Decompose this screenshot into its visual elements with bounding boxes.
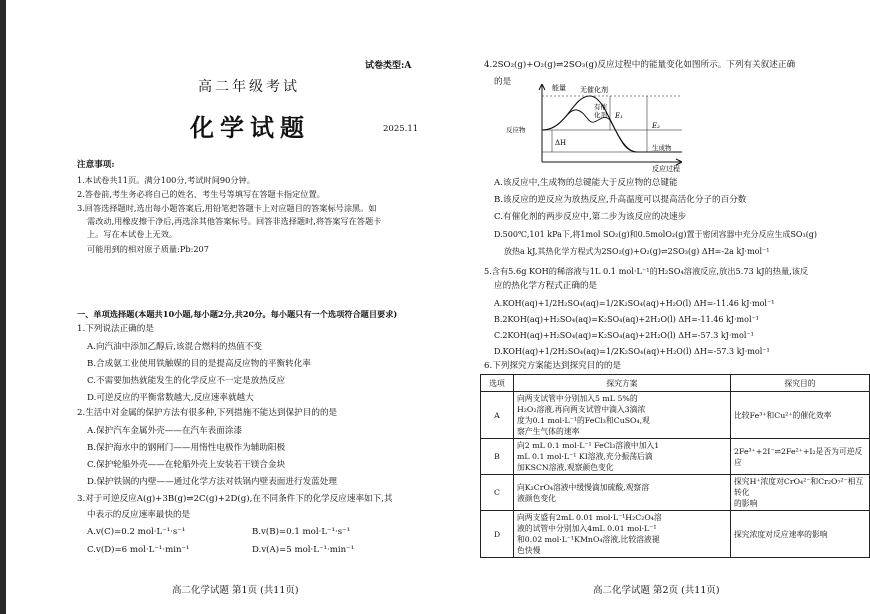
option: A.该反应中,生成物的总键能大于反应物的总键能: [494, 178, 678, 188]
notice-line: 上。写在本试卷上无效。: [87, 229, 178, 239]
label-catalyst: 有催: [594, 103, 607, 111]
option: D.保护铁锅的内壁——通过化学方法对铁锅内壁表面进行发蓝处理: [87, 477, 337, 487]
notice-line: 2.答卷前,考生务必将自己的姓名、考生号等填写在答题卡指定位置。: [77, 189, 325, 199]
row-goal: [731, 475, 870, 511]
option: B.该反应的逆反应为放热反应,升高温度可以提高活化分子的百分数: [494, 195, 747, 205]
plan-line: 度为0.1 mol·L⁻¹的FeCl₃和CuSO₄,观: [517, 416, 650, 425]
subject-title: 化学试题: [190, 113, 310, 142]
notice-line: 可能用到的相对原子质量:Pb:207: [87, 244, 209, 254]
table-row: [481, 392, 870, 439]
question-stem-cont: 中表示的反应速率最快的是: [87, 510, 191, 520]
question-stem: 4.2SO₂(g)+O₂(g)⇌2SO₃(g)反应过程中的能量变化如图所示。下列有关叙述正确: [484, 60, 796, 70]
row-option: A: [481, 392, 514, 439]
option: B.2KOH(aq)+H₂SO₄(aq)=K₂SO₄(aq)+2H₂O(l) ΔH=-11.46 kJ·mol⁻¹: [494, 315, 759, 324]
table-row: [481, 511, 870, 558]
plan-line: 向2 mL 0.1 mol·L⁻¹ FeCl₃溶液中加入1: [517, 441, 660, 450]
goal-line: 比较Fe³⁺和Cu²⁺的催化效率: [734, 410, 832, 420]
question-stem: 2.生活中对金属的保护方法有很多种,下列措施不能达到保护目的的是: [77, 408, 338, 418]
table-header-row: [481, 375, 870, 392]
plan-line: 向两支盛有2mL 0.01 mol·L⁻¹H₂C₂O₄溶: [517, 513, 662, 522]
goal-line: 2Fe³⁺+2I⁻⇌2Fe²⁺+I₂是否为可逆反应: [734, 446, 863, 467]
goal-line: 探究浓度对反应速率的影响: [734, 529, 828, 539]
label-dh: ΔH: [555, 139, 567, 147]
question-stem-cont: 应的热化学方程式正确的是: [494, 281, 598, 291]
row-goal: [731, 439, 870, 475]
notice-line: 1.本试卷共11页。满分100分,考试时间90分钟。: [77, 175, 255, 185]
label-no-catalyst: 无催化剂: [580, 86, 608, 94]
label-product: 生成物: [652, 144, 672, 152]
row-goal: [731, 392, 870, 439]
option-cont: 放热a kJ,其热化学方程式为2SO₂(g)+O₂(g)⇌2SO₃(g) ΔH=-2a kJ·mol⁻¹: [504, 247, 770, 256]
goal-line: 的影响: [734, 499, 758, 508]
page-footer: 高二化学试题 第1页 (共11页): [172, 585, 299, 596]
label-e2: E₂: [652, 122, 660, 130]
y-axis-label: 能量: [552, 84, 566, 92]
question-stem: 3.对于可逆反应A(g)+3B(g)⇌2C(g)+2D(g),在不同条件下的化学反应速率如下,其: [77, 494, 393, 504]
table-row: [481, 475, 870, 511]
option: C.2KOH(aq)+H₂SO₄(aq)=K₂SO₄(aq)+2H₂O(l) ΔH=-57.3 kJ·mol⁻¹: [494, 331, 754, 340]
option: B.合成氨工业使用铁触媒的目的是提高反应物的平衡转化率: [87, 359, 311, 369]
energy-diagram: [506, 80, 687, 173]
exam-title: 高二年级考试: [198, 79, 300, 95]
row-goal: [731, 511, 870, 558]
option: D.500℃,101 kPa下,将1mol SO₂(g)和0.5molO₂(g)置于密闭容器中充分反应生成SO₃(g): [494, 230, 818, 239]
option: A.向汽油中添加乙醇后,该混合燃料的热值不变: [87, 342, 262, 352]
row-option: D: [481, 511, 514, 558]
row-plan: [514, 511, 731, 558]
option: A.KOH(aq)+1/2H₂SO₄(aq)=1/2K₂SO₄(aq)+H₂O(l) ΔH=-11.46 kJ·mol⁻¹: [494, 299, 775, 308]
plan-line: 和0.02 mol·L⁻¹KMnO₄溶液,比较溶液褪: [517, 535, 660, 544]
label-catalyst-2: 化剂: [594, 111, 607, 119]
row-plan: [514, 475, 731, 511]
option: D.可逆反应的平衡常数越大,反应速率就越大: [87, 393, 254, 403]
plan-line: 察产生气体的速率: [517, 427, 580, 436]
question-stem: 6.下列探究方案能达到探究目的的是: [484, 361, 622, 371]
plan-line: 向K₂CrO₄溶液中缓慢滴加硫酸,观察溶: [517, 482, 649, 492]
option: A.保护汽车金属外壳——在汽车表面涂漆: [87, 426, 243, 436]
page-footer: 高二化学试题 第2页 (共11页): [593, 585, 720, 596]
plan-line: 液的试管中分别加入4mL 0.01 mol·L⁻¹: [517, 524, 657, 533]
plan-line: 液颜色变化: [517, 493, 556, 503]
table-header: 探究目的: [731, 375, 870, 392]
option: C.v(D)=6 mol·L⁻¹·min⁻¹: [87, 545, 190, 555]
option: B.保护海水中的钢闸门——用惰性电极作为辅助阳极: [87, 443, 286, 453]
table-header: 选项: [481, 375, 514, 392]
row-option: B: [481, 439, 514, 475]
plan-line: 向两支试管中分别加入5 mL 5%的: [517, 394, 638, 403]
option: C.有催化剂的两步反应中,第二步为该反应的决速步: [494, 212, 687, 222]
row-plan: [514, 439, 731, 475]
option: A.v(C)=0.2 mol·L⁻¹·s⁻¹: [87, 527, 186, 537]
notice-line: 需改动,用橡皮擦干净后,再选涂其他答案标号。回答非选择题时,将答案写在答题卡: [87, 216, 382, 226]
plan-line: 加KSCN溶液,观察颜色变化: [517, 463, 614, 472]
question-stem: 1.下列说法正确的是: [77, 324, 154, 334]
row-plan: [514, 392, 731, 439]
option: D.KOH(aq)+1/2H₂SO₄(aq)=1/2K₂SO₄(aq)+H₂O(l) ΔH=-57.3 kJ·mol⁻¹: [494, 347, 770, 356]
goal-line: 探究H⁺浓度对CrO₄²⁻和Cr₂O₇²⁻相互转化: [734, 477, 864, 497]
option: D.v(A)=5 mol·L⁻¹·min⁻¹: [252, 545, 355, 555]
notice-title: 注意事项:: [77, 160, 115, 170]
plan-line: mL 0.1 mol·L⁻¹ KI溶液,充分振荡后滴: [517, 452, 653, 461]
notice-line: 3.回答选择题时,选出每小题答案后,用铅笔把答题卡上对应题目的答案标号涂黑。如: [77, 203, 377, 213]
table-header: 探究方案: [514, 375, 731, 392]
table-row: [481, 439, 870, 475]
question-stem-cont: 的是: [494, 77, 512, 87]
label-reactant: 反应物: [506, 126, 526, 134]
option: C.不需要加热就能发生的化学反应不一定是放热反应: [87, 376, 286, 386]
question-stem: 5.含有5.6g KOH的稀溶液与1L 0.1 mol·L⁻¹的H₂SO₄溶液反应,放出5.73 kJ的热量,该反: [484, 266, 809, 276]
row-option: C: [481, 475, 514, 511]
paper-type: 试卷类型:A: [365, 61, 412, 71]
option: C.保护轮船外壳——在轮船外壳上安装若干镁合金块: [87, 460, 286, 470]
plan-line: 色快慢: [517, 546, 541, 555]
exam-date: 2025.11: [383, 124, 419, 134]
section-heading: 一、单项选择题(本题共10小题,每小题2分,共20分。每小题只有一个选项符合题目要求): [77, 309, 398, 319]
plan-line: H₂O₂溶液,再向两支试管中滴入3滴浓: [517, 405, 646, 414]
x-axis-label: 反应过程: [652, 165, 680, 173]
option: B.v(B)=0.1 mol·L⁻¹·s⁻¹: [252, 527, 351, 537]
probe-table: [480, 374, 870, 558]
label-e1: E₁: [615, 112, 623, 120]
